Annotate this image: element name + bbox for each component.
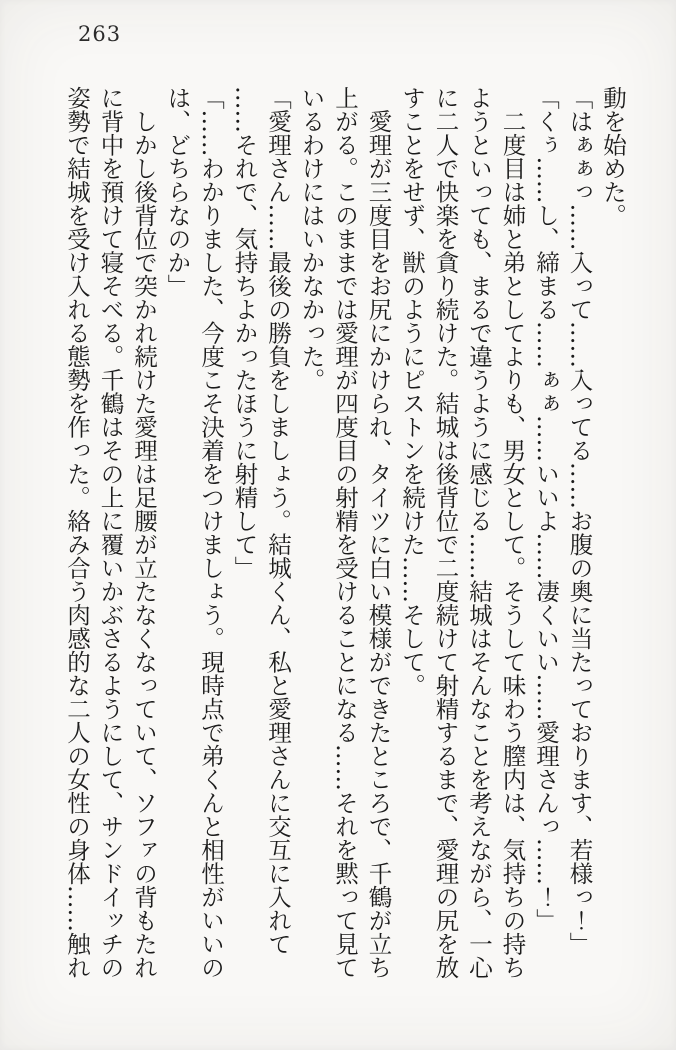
text-column: 上がる。このままでは愛理が四度目の射精を受けることになる……それを黙って見て	[331, 86, 359, 979]
page-number: 263	[78, 22, 122, 46]
text-column: いるわけにはいかなかった。	[297, 86, 326, 392]
text-column: 愛理が三度目をお尻にかけられ、タイツに白い模様ができたところで、千鶴が立ち	[364, 86, 393, 979]
text-column: ようといっても、まるで違うように感じる……結城はそんなことを考えながら、一心	[465, 86, 493, 979]
text-column: 「くぅ……し、締まる……ぁぁ……いいよ……凄くいい……愛理さんっ……！」	[532, 86, 560, 932]
text-column: に背中を預けて寝そべる。千鶴はその上に覆いかぶさるようにして、サンドイッチの	[96, 86, 125, 979]
text-column: 姿勢で結城を受け入れる態勢を作った。絡み合う肉感的な二人の女性の身体……触れ	[63, 86, 91, 979]
text-column: しかし後背位で突かれ続けた愛理は足腰が立たなくなっていて、ソファの背もたれ	[130, 86, 158, 979]
text-column: 二度目は姉と弟としてよりも、男女として。そうして味わう膣内は、気持ちの持ち	[498, 86, 527, 979]
text-column: 「……わかりました、今度こそ決着をつけましょう。現時点で弟くんと相性がいいの	[197, 86, 225, 979]
text-column: に二人で快楽を貪り続けた。結城は後背位で二度続けて射精するまで、愛理の尻を放	[431, 86, 460, 979]
text-column: ……それで、気持ちよかったほうに射精して」	[230, 86, 259, 580]
vertical-text-block	[60, 86, 630, 1044]
text-column: 「愛理さん……最後の勝負をしましょう。結城くん、私と愛理さんに交互に入れて	[264, 86, 292, 956]
text-column: は、どちらなのか」	[163, 86, 192, 298]
text-column: すことをせず、獣のようにピストンを続けた……そして。	[398, 86, 426, 697]
text-column: 動を始めた。	[599, 86, 627, 227]
text-column: 「はぁぁっ……入って……入ってる……お腹の奥に当たっております、若様っ！」	[565, 86, 594, 956]
